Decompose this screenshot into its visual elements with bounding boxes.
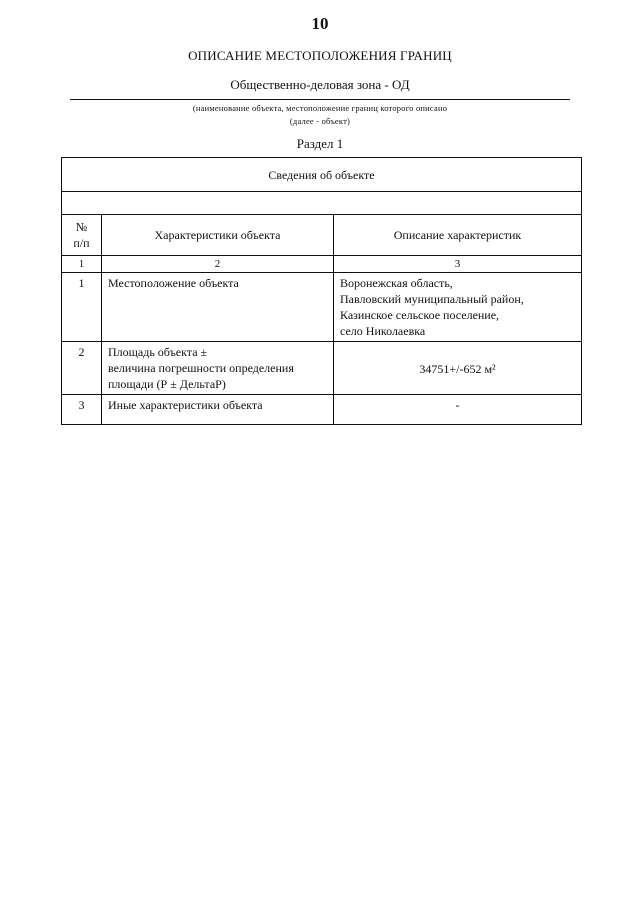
column-header-number-line-2: п/п <box>73 236 90 250</box>
object-caption-line-1: (наименование объекта, местоположение границ которого описано <box>192 103 448 113</box>
column-number-3: 3 <box>334 256 582 273</box>
column-header-characteristics: Характеристики объекта <box>102 215 334 256</box>
characteristic-line: площади (Р ± ДельтаР) <box>108 377 226 391</box>
section-title: Раздел 1 <box>296 136 344 151</box>
description-line: село Николаевка <box>340 324 426 338</box>
row-description <box>334 342 582 395</box>
table-header: Сведения об объекте <box>62 158 582 192</box>
row-description <box>334 395 582 425</box>
object-name-underline <box>70 99 570 100</box>
row-number: 3 <box>62 395 102 425</box>
description-line: Павловский муниципальный район, <box>340 292 524 306</box>
table-empty-row <box>62 192 582 215</box>
description-line: - <box>455 398 460 412</box>
column-number-1: 1 <box>62 256 102 273</box>
document-title: ОПИСАНИЕ МЕСТОПОЛОЖЕНИЯ ГРАНИЦ <box>188 48 452 63</box>
description-line: 34751+/-652 м² <box>419 362 496 376</box>
empty-cell <box>62 192 582 215</box>
row-number: 2 <box>62 342 102 395</box>
column-number-2: 2 <box>102 256 334 273</box>
characteristic-line: Местоположение объекта <box>108 276 239 290</box>
row-number: 1 <box>62 273 102 342</box>
table-row <box>62 342 582 395</box>
description-line: Казинское сельское поселение, <box>340 308 500 322</box>
column-number-row <box>62 256 582 273</box>
table-row <box>62 395 582 425</box>
object-caption-line-2: (далее - объект) <box>289 116 351 126</box>
characteristic-line: Иные характеристики объекта <box>108 398 263 412</box>
table-row <box>62 273 582 342</box>
column-header-number <box>62 215 102 256</box>
row-characteristic <box>102 395 334 425</box>
description-line: Воронежская область, <box>340 276 453 290</box>
column-header-number-line-1: № <box>75 220 88 234</box>
row-characteristic <box>102 273 334 342</box>
column-header-row <box>62 215 582 256</box>
object-info-table <box>61 157 582 425</box>
row-characteristic <box>102 342 334 395</box>
column-header-description: Описание характеристик <box>334 215 582 256</box>
row-description <box>334 273 582 342</box>
table-header-row <box>62 158 582 192</box>
page-number: 10 <box>311 14 329 33</box>
characteristic-line: Площадь объекта ± <box>108 345 208 359</box>
object-name: Общественно-деловая зона - ОД <box>230 77 410 92</box>
characteristic-line: величина погрешности определения <box>108 361 294 375</box>
